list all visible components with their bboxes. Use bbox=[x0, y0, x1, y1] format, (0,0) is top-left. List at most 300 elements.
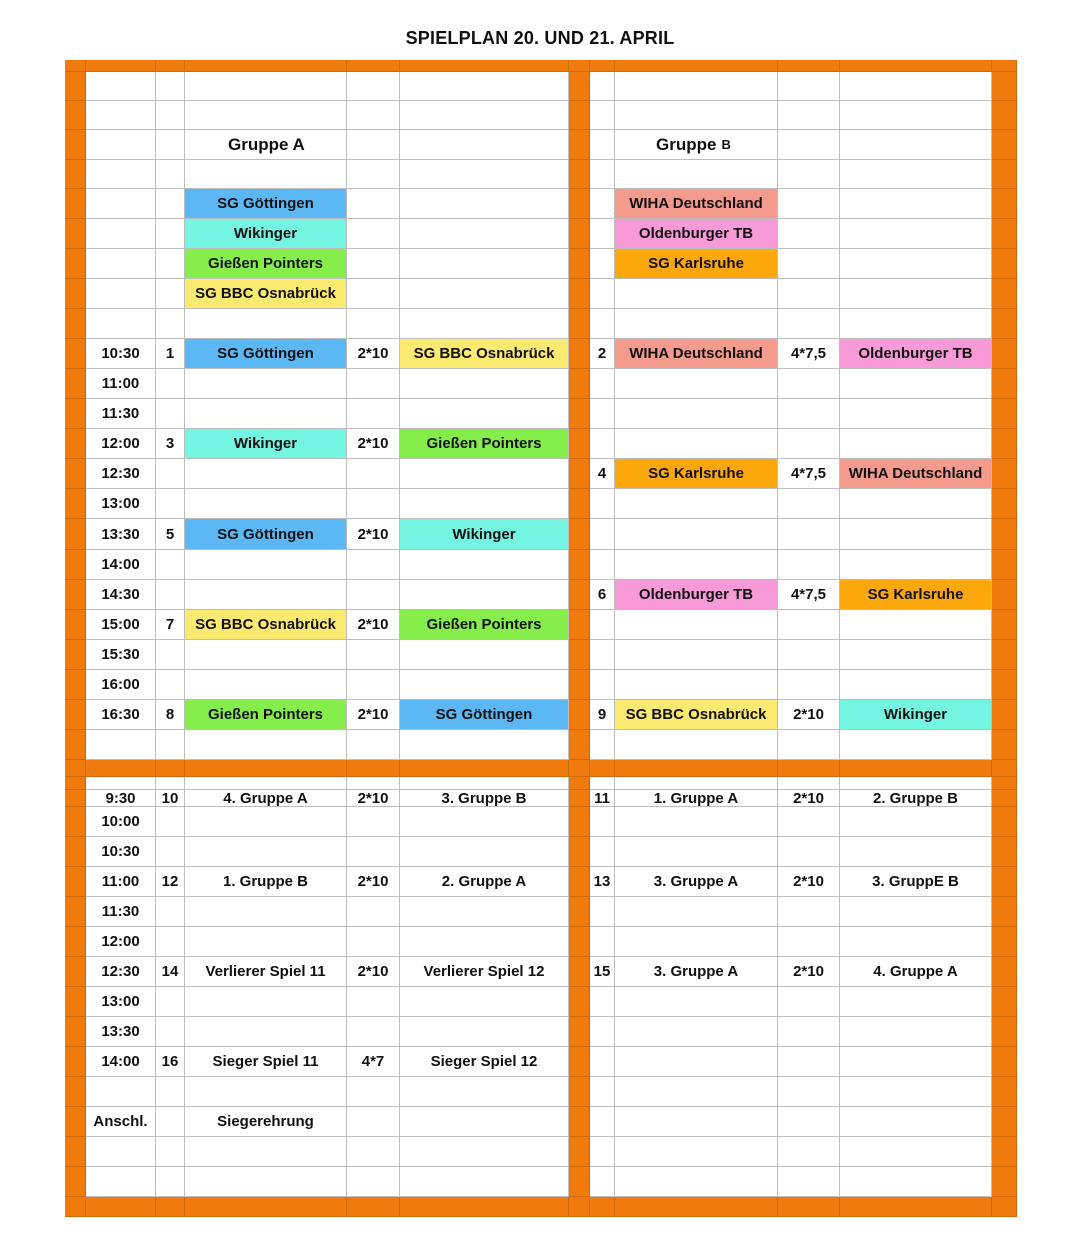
grid-cell[interactable] bbox=[590, 927, 615, 957]
match-duration[interactable]: 2*10 bbox=[347, 339, 400, 369]
match-away-team[interactable]: 2. Gruppe A bbox=[400, 867, 569, 897]
grid-cell[interactable] bbox=[615, 1017, 778, 1047]
grid-cell[interactable] bbox=[400, 987, 569, 1017]
grid-cell[interactable] bbox=[840, 160, 992, 189]
time-cell[interactable]: 16:30 bbox=[86, 700, 156, 730]
grid-cell[interactable] bbox=[840, 309, 992, 339]
grid-cell[interactable] bbox=[156, 489, 185, 519]
time-cell[interactable]: 9:30 bbox=[86, 790, 156, 807]
grid-cell[interactable] bbox=[86, 72, 156, 101]
grid-cell[interactable] bbox=[615, 1167, 778, 1197]
grid-cell[interactable] bbox=[347, 459, 400, 489]
grid-cell[interactable] bbox=[615, 640, 778, 670]
time-cell[interactable]: 12:00 bbox=[86, 927, 156, 957]
grid-cell[interactable] bbox=[185, 101, 347, 130]
grid-cell[interactable] bbox=[86, 219, 156, 249]
match-number[interactable]: 6 bbox=[590, 580, 615, 610]
grid-cell[interactable] bbox=[778, 1017, 840, 1047]
grid-cell[interactable] bbox=[347, 130, 400, 160]
grid-cell[interactable] bbox=[840, 987, 992, 1017]
grid-cell[interactable] bbox=[615, 1077, 778, 1107]
grid-cell[interactable] bbox=[86, 249, 156, 279]
grid-cell[interactable] bbox=[347, 101, 400, 130]
match-duration[interactable]: 2*10 bbox=[347, 790, 400, 807]
time-cell[interactable]: 15:30 bbox=[86, 640, 156, 670]
grid-cell[interactable] bbox=[778, 249, 840, 279]
grid-cell[interactable] bbox=[778, 897, 840, 927]
grid-cell[interactable] bbox=[590, 101, 615, 130]
grid-cell[interactable] bbox=[347, 730, 400, 760]
grid-cell[interactable] bbox=[185, 927, 347, 957]
grid-cell[interactable] bbox=[156, 1137, 185, 1167]
grid-cell[interactable] bbox=[86, 1137, 156, 1167]
grid-cell[interactable] bbox=[86, 777, 156, 790]
time-cell[interactable]: 13:00 bbox=[86, 489, 156, 519]
match-number[interactable]: 4 bbox=[590, 459, 615, 489]
match-home-team[interactable]: 1. Gruppe B bbox=[185, 867, 347, 897]
match-home-team[interactable]: Wikinger bbox=[185, 429, 347, 459]
match-duration[interactable]: 4*7 bbox=[347, 1047, 400, 1077]
grid-cell[interactable] bbox=[347, 219, 400, 249]
match-away-team[interactable]: 3. GruppE B bbox=[840, 867, 992, 897]
grid-cell[interactable] bbox=[778, 519, 840, 550]
grid-cell[interactable] bbox=[156, 927, 185, 957]
grid-cell[interactable] bbox=[590, 249, 615, 279]
grid-cell[interactable] bbox=[778, 399, 840, 429]
grid-cell[interactable] bbox=[185, 369, 347, 399]
grid-cell[interactable] bbox=[615, 987, 778, 1017]
grid-cell[interactable] bbox=[778, 987, 840, 1017]
grid-cell[interactable] bbox=[778, 1137, 840, 1167]
grid-cell[interactable] bbox=[840, 429, 992, 459]
grid-cell[interactable] bbox=[590, 807, 615, 837]
match-number[interactable]: 7 bbox=[156, 610, 185, 640]
grid-cell[interactable] bbox=[840, 130, 992, 160]
match-home-team[interactable]: SG Göttingen bbox=[185, 339, 347, 369]
grid-cell[interactable] bbox=[840, 837, 992, 867]
grid-cell[interactable] bbox=[400, 837, 569, 867]
grid-cell[interactable] bbox=[778, 777, 840, 790]
grid-cell[interactable] bbox=[615, 309, 778, 339]
grid-cell[interactable] bbox=[400, 160, 569, 189]
grid-cell[interactable] bbox=[778, 550, 840, 580]
match-duration[interactable]: 2*10 bbox=[347, 519, 400, 550]
group-b-team[interactable]: SG Karlsruhe bbox=[615, 249, 778, 279]
grid-cell[interactable] bbox=[615, 670, 778, 700]
match-duration[interactable]: 4*7,5 bbox=[778, 459, 840, 489]
group-a-team[interactable]: Gießen Pointers bbox=[185, 249, 347, 279]
match-away-team[interactable]: Wikinger bbox=[400, 519, 569, 550]
grid-cell[interactable] bbox=[400, 219, 569, 249]
grid-cell[interactable] bbox=[185, 489, 347, 519]
grid-cell[interactable] bbox=[185, 1167, 347, 1197]
match-home-team[interactable]: Oldenburger TB bbox=[615, 580, 778, 610]
grid-cell[interactable] bbox=[347, 249, 400, 279]
grid-cell[interactable] bbox=[615, 369, 778, 399]
grid-cell[interactable] bbox=[347, 399, 400, 429]
grid-cell[interactable] bbox=[400, 550, 569, 580]
match-duration[interactable]: 2*10 bbox=[347, 610, 400, 640]
grid-cell[interactable] bbox=[778, 72, 840, 101]
match-duration[interactable]: 2*10 bbox=[347, 867, 400, 897]
grid-cell[interactable] bbox=[156, 1077, 185, 1107]
grid-cell[interactable] bbox=[590, 519, 615, 550]
grid-cell[interactable] bbox=[156, 189, 185, 219]
grid-cell[interactable] bbox=[840, 489, 992, 519]
match-away-team[interactable]: Gießen Pointers bbox=[400, 610, 569, 640]
grid-cell[interactable] bbox=[590, 429, 615, 459]
grid-cell[interactable] bbox=[615, 279, 778, 309]
time-cell[interactable]: 10:30 bbox=[86, 837, 156, 867]
grid-cell[interactable] bbox=[840, 1107, 992, 1137]
grid-cell[interactable] bbox=[400, 130, 569, 160]
grid-cell[interactable] bbox=[590, 1107, 615, 1137]
grid-cell[interactable] bbox=[400, 927, 569, 957]
grid-cell[interactable] bbox=[400, 580, 569, 610]
match-home-team[interactable]: Siegerehrung bbox=[185, 1107, 347, 1137]
grid-cell[interactable] bbox=[590, 160, 615, 189]
match-away-team[interactable]: 3. Gruppe B bbox=[400, 790, 569, 807]
grid-cell[interactable] bbox=[400, 1017, 569, 1047]
match-number[interactable]: 9 bbox=[590, 700, 615, 730]
grid-cell[interactable] bbox=[347, 489, 400, 519]
grid-cell[interactable] bbox=[590, 219, 615, 249]
time-cell[interactable]: 14:00 bbox=[86, 1047, 156, 1077]
grid-cell[interactable] bbox=[400, 101, 569, 130]
time-cell[interactable]: 12:30 bbox=[86, 957, 156, 987]
grid-cell[interactable] bbox=[840, 1017, 992, 1047]
time-cell[interactable]: 13:30 bbox=[86, 1017, 156, 1047]
time-cell[interactable]: 13:30 bbox=[86, 519, 156, 550]
grid-cell[interactable] bbox=[590, 640, 615, 670]
grid-cell[interactable] bbox=[615, 101, 778, 130]
grid-cell[interactable] bbox=[86, 309, 156, 339]
grid-cell[interactable] bbox=[347, 640, 400, 670]
grid-cell[interactable] bbox=[185, 72, 347, 101]
grid-cell[interactable] bbox=[347, 189, 400, 219]
grid-cell[interactable] bbox=[778, 309, 840, 339]
match-duration[interactable]: 2*10 bbox=[778, 867, 840, 897]
grid-cell[interactable] bbox=[590, 369, 615, 399]
match-home-team[interactable]: Gießen Pointers bbox=[185, 700, 347, 730]
grid-cell[interactable] bbox=[840, 189, 992, 219]
grid-cell[interactable] bbox=[590, 1137, 615, 1167]
grid-cell[interactable] bbox=[347, 777, 400, 790]
grid-cell[interactable] bbox=[615, 519, 778, 550]
grid-cell[interactable] bbox=[778, 807, 840, 837]
grid-cell[interactable] bbox=[778, 837, 840, 867]
grid-cell[interactable] bbox=[778, 429, 840, 459]
grid-cell[interactable] bbox=[347, 987, 400, 1017]
grid-cell[interactable] bbox=[185, 987, 347, 1017]
match-away-team[interactable]: SG BBC Osnabrück bbox=[400, 339, 569, 369]
group-a-team[interactable]: SG Göttingen bbox=[185, 189, 347, 219]
grid-cell[interactable] bbox=[185, 1137, 347, 1167]
grid-cell[interactable] bbox=[615, 807, 778, 837]
grid-cell[interactable] bbox=[615, 1137, 778, 1167]
time-cell[interactable]: 11:00 bbox=[86, 867, 156, 897]
match-home-team[interactable]: SG BBC Osnabrück bbox=[185, 610, 347, 640]
grid-cell[interactable] bbox=[840, 897, 992, 927]
grid-cell[interactable] bbox=[185, 1017, 347, 1047]
grid-cell[interactable] bbox=[590, 1077, 615, 1107]
grid-cell[interactable] bbox=[400, 1077, 569, 1107]
grid-cell[interactable] bbox=[615, 610, 778, 640]
grid-cell[interactable] bbox=[778, 101, 840, 130]
grid-cell[interactable] bbox=[840, 369, 992, 399]
grid-cell[interactable] bbox=[347, 1167, 400, 1197]
time-cell[interactable]: 12:30 bbox=[86, 459, 156, 489]
grid-cell[interactable] bbox=[347, 72, 400, 101]
grid-cell[interactable] bbox=[347, 837, 400, 867]
grid-cell[interactable] bbox=[615, 1107, 778, 1137]
group-b-team[interactable]: Oldenburger TB bbox=[615, 219, 778, 249]
grid-cell[interactable] bbox=[347, 580, 400, 610]
match-home-team[interactable]: SG BBC Osnabrück bbox=[615, 700, 778, 730]
grid-cell[interactable] bbox=[347, 369, 400, 399]
grid-cell[interactable] bbox=[400, 72, 569, 101]
grid-cell[interactable] bbox=[590, 399, 615, 429]
time-cell[interactable]: 10:00 bbox=[86, 807, 156, 837]
grid-cell[interactable] bbox=[400, 459, 569, 489]
time-cell[interactable]: 11:30 bbox=[86, 897, 156, 927]
match-duration[interactable]: 4*7,5 bbox=[778, 339, 840, 369]
grid-cell[interactable] bbox=[86, 279, 156, 309]
match-home-team[interactable]: 3. Gruppe A bbox=[615, 957, 778, 987]
grid-cell[interactable] bbox=[590, 72, 615, 101]
grid-cell[interactable] bbox=[400, 730, 569, 760]
grid-cell[interactable] bbox=[590, 189, 615, 219]
grid-cell[interactable] bbox=[156, 807, 185, 837]
grid-cell[interactable] bbox=[156, 279, 185, 309]
grid-cell[interactable] bbox=[185, 160, 347, 189]
grid-cell[interactable] bbox=[156, 670, 185, 700]
grid-cell[interactable] bbox=[590, 1167, 615, 1197]
match-number[interactable]: 5 bbox=[156, 519, 185, 550]
grid-cell[interactable] bbox=[156, 1167, 185, 1197]
grid-cell[interactable] bbox=[347, 807, 400, 837]
grid-cell[interactable] bbox=[156, 160, 185, 189]
grid-cell[interactable] bbox=[840, 72, 992, 101]
grid-cell[interactable] bbox=[778, 640, 840, 670]
match-away-team[interactable]: 4. Gruppe A bbox=[840, 957, 992, 987]
match-number[interactable]: 15 bbox=[590, 957, 615, 987]
grid-cell[interactable] bbox=[86, 1167, 156, 1197]
grid-cell[interactable] bbox=[185, 730, 347, 760]
grid-cell[interactable] bbox=[185, 309, 347, 339]
grid-cell[interactable] bbox=[590, 897, 615, 927]
grid-cell[interactable] bbox=[400, 369, 569, 399]
grid-cell[interactable] bbox=[185, 670, 347, 700]
grid-cell[interactable] bbox=[590, 670, 615, 700]
match-number[interactable]: 10 bbox=[156, 790, 185, 807]
match-number[interactable]: 12 bbox=[156, 867, 185, 897]
grid-cell[interactable] bbox=[778, 189, 840, 219]
grid-cell[interactable] bbox=[156, 309, 185, 339]
time-cell[interactable]: 13:00 bbox=[86, 987, 156, 1017]
match-home-team[interactable]: 3. Gruppe A bbox=[615, 867, 778, 897]
grid-cell[interactable] bbox=[840, 249, 992, 279]
grid-cell[interactable] bbox=[347, 1107, 400, 1137]
match-away-team[interactable]: SG Karlsruhe bbox=[840, 580, 992, 610]
match-away-team[interactable]: Sieger Spiel 12 bbox=[400, 1047, 569, 1077]
grid-cell[interactable] bbox=[185, 580, 347, 610]
grid-cell[interactable] bbox=[590, 309, 615, 339]
grid-cell[interactable] bbox=[156, 777, 185, 790]
grid-cell[interactable] bbox=[590, 550, 615, 580]
grid-cell[interactable] bbox=[86, 730, 156, 760]
grid-cell[interactable] bbox=[840, 101, 992, 130]
grid-cell[interactable] bbox=[778, 130, 840, 160]
grid-cell[interactable] bbox=[185, 807, 347, 837]
group-a-team[interactable]: SG BBC Osnabrück bbox=[185, 279, 347, 309]
match-number[interactable]: 13 bbox=[590, 867, 615, 897]
grid-cell[interactable] bbox=[615, 927, 778, 957]
grid-cell[interactable] bbox=[156, 640, 185, 670]
grid-cell[interactable] bbox=[840, 219, 992, 249]
time-cell[interactable]: 11:00 bbox=[86, 369, 156, 399]
grid-cell[interactable] bbox=[400, 249, 569, 279]
grid-cell[interactable] bbox=[86, 189, 156, 219]
grid-cell[interactable] bbox=[400, 640, 569, 670]
match-duration[interactable]: 2*10 bbox=[778, 957, 840, 987]
grid-cell[interactable] bbox=[347, 897, 400, 927]
grid-cell[interactable] bbox=[185, 897, 347, 927]
grid-cell[interactable] bbox=[347, 550, 400, 580]
grid-cell[interactable] bbox=[156, 459, 185, 489]
grid-cell[interactable] bbox=[400, 1107, 569, 1137]
grid-cell[interactable] bbox=[778, 1167, 840, 1197]
group-b-title[interactable]: Gruppe B bbox=[615, 130, 778, 160]
time-cell[interactable]: 14:30 bbox=[86, 580, 156, 610]
grid-cell[interactable] bbox=[156, 130, 185, 160]
grid-cell[interactable] bbox=[347, 309, 400, 339]
grid-cell[interactable] bbox=[840, 1077, 992, 1107]
match-duration[interactable]: 2*10 bbox=[347, 957, 400, 987]
grid-cell[interactable] bbox=[840, 640, 992, 670]
grid-cell[interactable] bbox=[615, 1047, 778, 1077]
match-number[interactable]: 1 bbox=[156, 339, 185, 369]
match-duration[interactable]: 4*7,5 bbox=[778, 580, 840, 610]
grid-cell[interactable] bbox=[400, 399, 569, 429]
match-number[interactable]: 2 bbox=[590, 339, 615, 369]
grid-cell[interactable] bbox=[185, 550, 347, 580]
grid-cell[interactable] bbox=[185, 1077, 347, 1107]
grid-cell[interactable] bbox=[156, 837, 185, 867]
match-duration[interactable]: 2*10 bbox=[347, 700, 400, 730]
match-number[interactable]: 8 bbox=[156, 700, 185, 730]
grid-cell[interactable] bbox=[590, 489, 615, 519]
grid-cell[interactable] bbox=[590, 130, 615, 160]
grid-cell[interactable] bbox=[347, 1077, 400, 1107]
grid-cell[interactable] bbox=[840, 519, 992, 550]
grid-cell[interactable] bbox=[840, 730, 992, 760]
grid-cell[interactable] bbox=[156, 987, 185, 1017]
grid-cell[interactable] bbox=[156, 249, 185, 279]
grid-cell[interactable] bbox=[156, 1017, 185, 1047]
grid-cell[interactable] bbox=[590, 279, 615, 309]
grid-cell[interactable] bbox=[156, 72, 185, 101]
grid-cell[interactable] bbox=[778, 730, 840, 760]
grid-cell[interactable] bbox=[156, 101, 185, 130]
match-home-team[interactable]: SG Karlsruhe bbox=[615, 459, 778, 489]
time-cell[interactable]: Anschl. bbox=[86, 1107, 156, 1137]
grid-cell[interactable] bbox=[347, 1017, 400, 1047]
grid-cell[interactable] bbox=[86, 101, 156, 130]
grid-cell[interactable] bbox=[400, 807, 569, 837]
grid-cell[interactable] bbox=[590, 1017, 615, 1047]
grid-cell[interactable] bbox=[86, 130, 156, 160]
grid-cell[interactable] bbox=[615, 730, 778, 760]
grid-cell[interactable] bbox=[185, 399, 347, 429]
match-away-team[interactable]: Verlierer Spiel 12 bbox=[400, 957, 569, 987]
match-number[interactable]: 14 bbox=[156, 957, 185, 987]
grid-cell[interactable] bbox=[615, 429, 778, 459]
time-cell[interactable]: 10:30 bbox=[86, 339, 156, 369]
time-cell[interactable] bbox=[86, 1077, 156, 1107]
grid-cell[interactable] bbox=[840, 279, 992, 309]
grid-cell[interactable] bbox=[840, 610, 992, 640]
match-away-team[interactable]: Wikinger bbox=[840, 700, 992, 730]
grid-cell[interactable] bbox=[840, 1137, 992, 1167]
grid-cell[interactable] bbox=[778, 369, 840, 399]
grid-cell[interactable] bbox=[347, 670, 400, 700]
grid-cell[interactable] bbox=[156, 1107, 185, 1137]
grid-cell[interactable] bbox=[615, 399, 778, 429]
grid-cell[interactable] bbox=[615, 550, 778, 580]
grid-cell[interactable] bbox=[400, 189, 569, 219]
grid-cell[interactable] bbox=[840, 777, 992, 790]
match-home-team[interactable]: WIHA Deutschland bbox=[615, 339, 778, 369]
grid-cell[interactable] bbox=[778, 219, 840, 249]
match-number[interactable]: 16 bbox=[156, 1047, 185, 1077]
match-home-team[interactable]: Sieger Spiel 11 bbox=[185, 1047, 347, 1077]
grid-cell[interactable] bbox=[400, 1137, 569, 1167]
grid-cell[interactable] bbox=[778, 1107, 840, 1137]
grid-cell[interactable] bbox=[400, 1167, 569, 1197]
grid-cell[interactable] bbox=[590, 837, 615, 867]
grid-cell[interactable] bbox=[778, 279, 840, 309]
grid-cell[interactable] bbox=[400, 489, 569, 519]
time-cell[interactable]: 14:00 bbox=[86, 550, 156, 580]
grid-cell[interactable] bbox=[615, 160, 778, 189]
match-duration[interactable]: 2*10 bbox=[778, 790, 840, 807]
grid-cell[interactable] bbox=[778, 610, 840, 640]
grid-cell[interactable] bbox=[400, 777, 569, 790]
grid-cell[interactable] bbox=[840, 550, 992, 580]
grid-cell[interactable] bbox=[347, 1137, 400, 1167]
grid-cell[interactable] bbox=[590, 1047, 615, 1077]
grid-cell[interactable] bbox=[840, 807, 992, 837]
grid-cell[interactable] bbox=[185, 837, 347, 867]
grid-cell[interactable] bbox=[615, 72, 778, 101]
grid-cell[interactable] bbox=[185, 777, 347, 790]
grid-cell[interactable] bbox=[778, 489, 840, 519]
group-a-title[interactable]: Gruppe A bbox=[185, 130, 347, 160]
grid-cell[interactable] bbox=[156, 897, 185, 927]
grid-cell[interactable] bbox=[156, 580, 185, 610]
grid-cell[interactable] bbox=[86, 160, 156, 189]
grid-cell[interactable] bbox=[778, 670, 840, 700]
grid-cell[interactable] bbox=[347, 160, 400, 189]
grid-cell[interactable] bbox=[840, 670, 992, 700]
grid-cell[interactable] bbox=[400, 897, 569, 927]
match-away-team[interactable]: Gießen Pointers bbox=[400, 429, 569, 459]
match-away-team[interactable]: 2. Gruppe B bbox=[840, 790, 992, 807]
grid-cell[interactable] bbox=[590, 610, 615, 640]
match-home-team[interactable]: SG Göttingen bbox=[185, 519, 347, 550]
match-home-team[interactable]: 4. Gruppe A bbox=[185, 790, 347, 807]
